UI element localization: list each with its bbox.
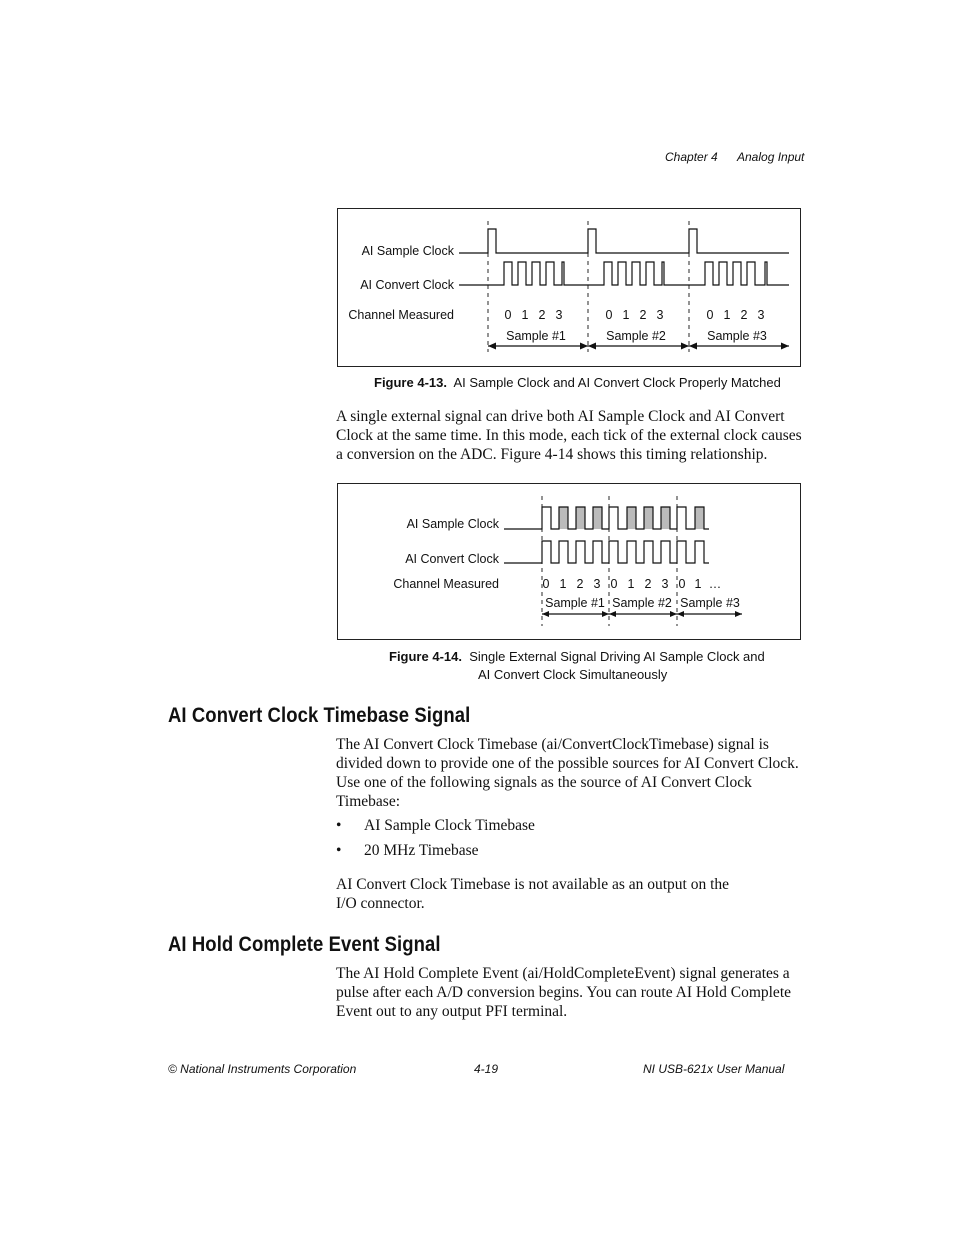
caption-text-line2: AI Convert Clock Simultaneously bbox=[478, 667, 668, 682]
channel-number: 2 bbox=[538, 308, 546, 322]
sample-label: Sample #2 bbox=[612, 596, 672, 610]
caption-text: AI Sample Clock and AI Convert Clock Properly Matched bbox=[453, 375, 781, 390]
channel-measured-label: Channel Measured bbox=[393, 577, 499, 591]
list-item-text: 20 MHz Timebase bbox=[364, 842, 479, 859]
sample-clock-label: AI Sample Clock bbox=[361, 244, 454, 258]
timing-diagram-4-13 bbox=[338, 209, 800, 366]
section-heading: AI Convert Clock Timebase Signal bbox=[168, 704, 471, 727]
channel-number: 2 bbox=[740, 308, 748, 322]
channel-number: 0 bbox=[706, 308, 714, 322]
figure-4-14-caption bbox=[389, 649, 765, 664]
channel-number: 3 bbox=[593, 577, 601, 591]
sample-clock-label: AI Sample Clock bbox=[406, 517, 499, 531]
figure-4-13 bbox=[337, 208, 801, 367]
sample-label: Sample #3 bbox=[680, 596, 740, 610]
bullet-icon: • bbox=[336, 842, 342, 859]
caption-number: Figure 4-13. bbox=[374, 375, 447, 390]
channel-number: 2 bbox=[576, 577, 584, 591]
convert-clock-label: AI Convert Clock bbox=[405, 552, 499, 566]
channel-number: 0 bbox=[605, 308, 613, 322]
list-item bbox=[336, 816, 535, 841]
channel-number: 0 bbox=[542, 577, 550, 591]
paragraph-text: The AI Hold Complete Event (ai/HoldCompleteEvent) signal generates a pulse after each A/D conversion begins. You can route AI Hold Complete Event out to any output PFI terminal. bbox=[336, 965, 792, 1020]
channel-number: 1 bbox=[622, 308, 630, 322]
figure-4-13-caption bbox=[374, 375, 781, 390]
list-item-text: AI Sample Clock Timebase bbox=[364, 817, 535, 834]
paragraph-not-available bbox=[336, 875, 806, 913]
paragraph-text: The AI Convert Clock Timebase (ai/ConvertClockTimebase) signal is divided down to provide one of the possible sources for AI Convert Clock. Use one of the following signals as the source of AI Convert Clock Timebase: bbox=[336, 736, 799, 810]
channel-number: 0 bbox=[610, 577, 618, 591]
caption-text-line1: Single External Signal Driving AI Sample Clock and bbox=[469, 649, 765, 664]
timing-diagram-4-14 bbox=[338, 484, 800, 639]
channel-ellipsis: … bbox=[708, 577, 722, 591]
paragraph-line: I/O connector. bbox=[336, 895, 425, 912]
channel-number: 1 bbox=[723, 308, 731, 322]
sample-label: Sample #1 bbox=[506, 329, 566, 343]
sample-label: Sample #2 bbox=[606, 329, 666, 343]
figure-4-14 bbox=[337, 483, 801, 640]
channel-number: 3 bbox=[757, 308, 765, 322]
paragraph-line: AI Convert Clock Timebase is not available as an output on the bbox=[336, 876, 730, 893]
bullet-icon: • bbox=[336, 817, 342, 834]
channel-number: 3 bbox=[656, 308, 664, 322]
channel-number: 1 bbox=[559, 577, 567, 591]
section-heading: AI Hold Complete Event Signal bbox=[168, 933, 441, 956]
paragraph-external-signal bbox=[336, 407, 806, 464]
paragraph-timebase bbox=[336, 735, 806, 811]
sample-label: Sample #3 bbox=[707, 329, 767, 343]
sample-label: Sample #1 bbox=[545, 596, 605, 610]
chapter-label: Chapter 4 bbox=[665, 150, 718, 164]
timebase-source-list bbox=[336, 816, 535, 866]
channel-measured-label: Channel Measured bbox=[348, 308, 454, 322]
section-label: Analog Input bbox=[737, 150, 805, 164]
paragraph-text: A single external signal can drive both AI Sample Clock and AI Convert Clock at the same time. In this mode, each tick of the external clock causes a conversion on the ADC. Figure 4-14 shows this timing relationship. bbox=[336, 408, 802, 463]
channel-number: 0 bbox=[678, 577, 686, 591]
paragraph-hold-complete bbox=[336, 964, 806, 1021]
channel-number: 1 bbox=[521, 308, 529, 322]
convert-clock-label: AI Convert Clock bbox=[360, 278, 454, 292]
channel-number: 1 bbox=[694, 577, 702, 591]
channel-number: 3 bbox=[555, 308, 563, 322]
channel-number: 1 bbox=[627, 577, 635, 591]
channel-number: 2 bbox=[639, 308, 647, 322]
caption-number: Figure 4-14. bbox=[389, 649, 462, 664]
list-item bbox=[336, 841, 535, 866]
channel-number: 3 bbox=[661, 577, 669, 591]
channel-number: 0 bbox=[504, 308, 512, 322]
channel-number: 2 bbox=[644, 577, 652, 591]
footer-manual-title: NI USB-621x User Manual bbox=[643, 1062, 785, 1076]
page-number: 4-19 bbox=[474, 1062, 499, 1076]
footer-copyright: © National Instruments Corporation bbox=[168, 1062, 357, 1076]
